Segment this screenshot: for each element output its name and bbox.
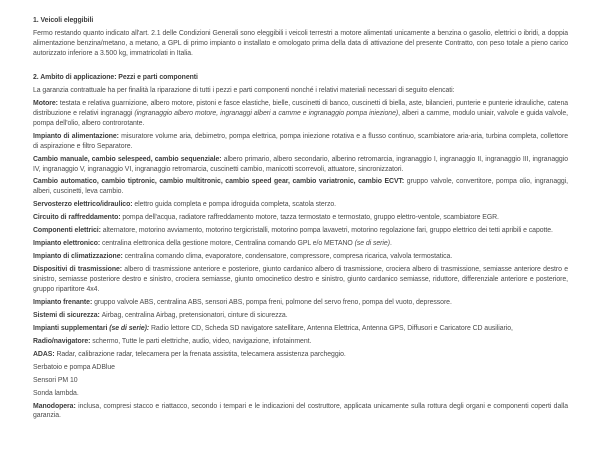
text-run: Sonda lambda. <box>33 389 79 397</box>
text-run: . <box>389 240 392 248</box>
text-run: Cambio automatico, cambio tiptronic, cambio multitronic, cambio speed gear, cambio variatronic, cambio ECVT: <box>33 178 407 186</box>
paragraph-sonda-lambda <box>33 389 568 399</box>
text-run: Motore: <box>33 100 60 108</box>
text-run: Manodopera: <box>33 402 79 410</box>
text-run: inclusa, compresi stacco e riattacco, secondo i tempari e le indicazioni del costruttore, applicata unicamente sulla rottura degli organi e componenti coperti dalla garanzia. <box>33 402 568 420</box>
paragraph-adas <box>33 350 568 360</box>
text-run: Sistemi di sicurezza: <box>33 311 102 319</box>
text-run: ADAS: <box>33 350 57 358</box>
text-run: (ingranaggio albero motore, ingranaggi alberi a camme e ingranaggio pompa iniezione) <box>134 110 399 118</box>
paragraph-servosterzo <box>33 200 568 210</box>
paragraph-impianti-supplementari <box>33 324 568 334</box>
text-run: Impianto di climatizzazione: <box>33 253 125 261</box>
paragraph-sistemi-di-sicurezza <box>33 311 568 321</box>
text-run: Impianto frenante: <box>33 298 95 306</box>
text-run: Radio/navigatore: <box>33 337 93 345</box>
text-run: gruppo valvole ABS, centralina ABS, sensori ABS, pompa freni, polmone del servo freno, pompa del vuoto, depressore. <box>94 298 452 306</box>
paragraph-manodopera <box>33 402 568 422</box>
text-run: pompa dell'acqua, radiatore raffreddamento motore, tazza termostato e termostato, gruppo elettro-ventole, scambiatore EGR. <box>122 214 499 222</box>
paragraph-veicoli-eleggibili <box>33 29 568 58</box>
text-run: (se di serie): <box>109 324 150 332</box>
text-run: Componenti elettrici: <box>33 227 103 235</box>
text-run: Impianti supplementari <box>33 324 110 332</box>
paragraph-garanzia-intro <box>33 86 568 96</box>
text-run: Circuito di raffreddamento: <box>33 214 123 222</box>
text-run: elettro guida completa e pompa idroguida completa, scatola sterzo. <box>134 201 336 209</box>
text-run: gruppo valvole, convertitore, pompa olio, ingranaggi, alberi, cuscinetti, leva cambio. <box>33 178 569 196</box>
text-run: Airbag, centralina Airbag, pretensionatori, cinture di sicurezza. <box>101 311 288 319</box>
paragraph-radio-navigatore <box>33 337 568 347</box>
paragraph-motore <box>33 99 568 128</box>
text-run: Impianto elettronico: <box>33 240 102 248</box>
paragraph-componenti-elettrici <box>33 226 568 236</box>
paragraph-cambio-automatico <box>33 177 568 197</box>
paragraph-cambio-manuale <box>33 155 568 175</box>
text-run: Impianto di alimentazione: <box>33 132 122 140</box>
text-run: misuratore volume aria, debimetro, pompa elettrica, pompa iniezione rotativa e a flusso continuo, scambiatore aria-aria, turbina completa, collettore di aspirazione e filtro Separatore. <box>33 132 568 150</box>
paragraph-impianto-frenante <box>33 298 568 308</box>
text-run: , alberi a camme, modulo uniair, valvole e guida valvole, pompa dell'olio, albero controrotante. <box>33 110 568 127</box>
text-run: albero primario, albero secondario, alberino retromarcia, ingranaggio I, ingranaggio II, ingranaggio III, ingranaggio IV, ingranaggio V, ingranaggio VI, ingranaggio retromarcia, cuscinetti cambio, manicotti scorrevoli, attuatore, sincronizzatori. <box>33 155 568 173</box>
paragraph-dispositivi-di-trasmissione <box>33 265 568 294</box>
paragraph-impianto-di-alimentazione <box>33 132 568 152</box>
text-run: Servosterzo elettrico/idraulico: <box>33 201 135 209</box>
text-run: albero di trasmissione anteriore e posteriore, giunto cardanico albero di trasmissione, crociera albero di trasmissione, semiasse anteriore destro e sinistro, semiasse posteriore destro e sinistro, crociera semiasse, giunto omocinetico destro e sinistro, giunto cardanico semiasse, riduttore, differenziale anteriore e posteriore, gruppo ripartitore 4x4. <box>33 266 568 293</box>
text-run: alternatore, motorino avviamento, motorino tergicristalli, motorino pompa lavavetri, motorino regolazione fari, gruppo elettrico dei tetti apribili e capotte. <box>102 227 553 235</box>
paragraph-sensori-pm10 <box>33 376 568 386</box>
text-run: 1. Veicoli eleggibili <box>33 17 94 24</box>
paragraph-circuito-di-raffreddamento <box>33 213 568 223</box>
text-run: 2. Ambito di applicazione: Pezzi e parti componenti <box>33 74 198 82</box>
text-run: Radio lettore CD, Scheda SD navigatore satellitare, Antenna Elettrica, Antenna GPS, Diffusori e Caricatore CD ausiliario, <box>149 324 513 332</box>
text-run: centralina elettronica della gestione motore, Centralina comando GPL e/o METANO <box>101 240 355 248</box>
text-run: (se di serie) <box>354 240 390 248</box>
text-run: Radar, calibrazione radar, telecamera per la frenata assistita, telecamera assistenza parcheggio. <box>56 350 346 358</box>
document-body <box>33 16 568 421</box>
text-run: schermo, Tutte le parti elettriche, audio, video, navigazione, infotainment. <box>92 337 312 345</box>
text-run: testata e relativa guarnizione, albero motore, pistoni e fasce elastiche, bielle, cuscinetti di banco, cuscinetti di biella, aste, bilancieri, punterie e punterie idrauliche, catena distribuzione e relativi ingranaggi <box>33 100 569 118</box>
text-run: centralina comando clima, evaporatore, condensatore, compressore, compresa ricarica, valvola termostatica. <box>124 253 453 261</box>
paragraph-impianto-elettronico <box>33 239 568 249</box>
paragraph-serbatoio-adblue <box>33 363 568 373</box>
text-run: Fermo restando quanto indicato all'art. 2.1 delle Condizioni Generali sono eleggibili i veicoli terrestri a motore alimentati unicamente a benzina o gasolio, elettrici o ibridi, a doppia alimentazione benzina/metano, a metano, a GPL di primo impianto o installato e omologato prima della data di attivazione del presente Contratto, con peso totale a pieno carico autorizzato inferiore a 3.500 kg, immatricolati in Italia. <box>33 29 568 57</box>
text-run: Cambio manuale, cambio selespeed, cambio sequenziale: <box>33 155 224 163</box>
section-heading-veicoli-eleggibili <box>33 16 568 26</box>
text-run: Serbatoio e pompa ADBlue <box>33 363 115 371</box>
section-heading-ambito-di-applicazione <box>33 73 568 83</box>
paragraph-impianto-di-climatizzazione <box>33 252 568 262</box>
text-run: La garanzia contrattuale ha per finalità la riparazione di tutti i pezzi e parti componenti nonché i relativi materiali necessari di seguito elencati: <box>33 87 455 95</box>
text-run: Dispositivi di trasmissione: <box>33 266 125 274</box>
text-run: Sensori PM 10 <box>33 376 78 384</box>
